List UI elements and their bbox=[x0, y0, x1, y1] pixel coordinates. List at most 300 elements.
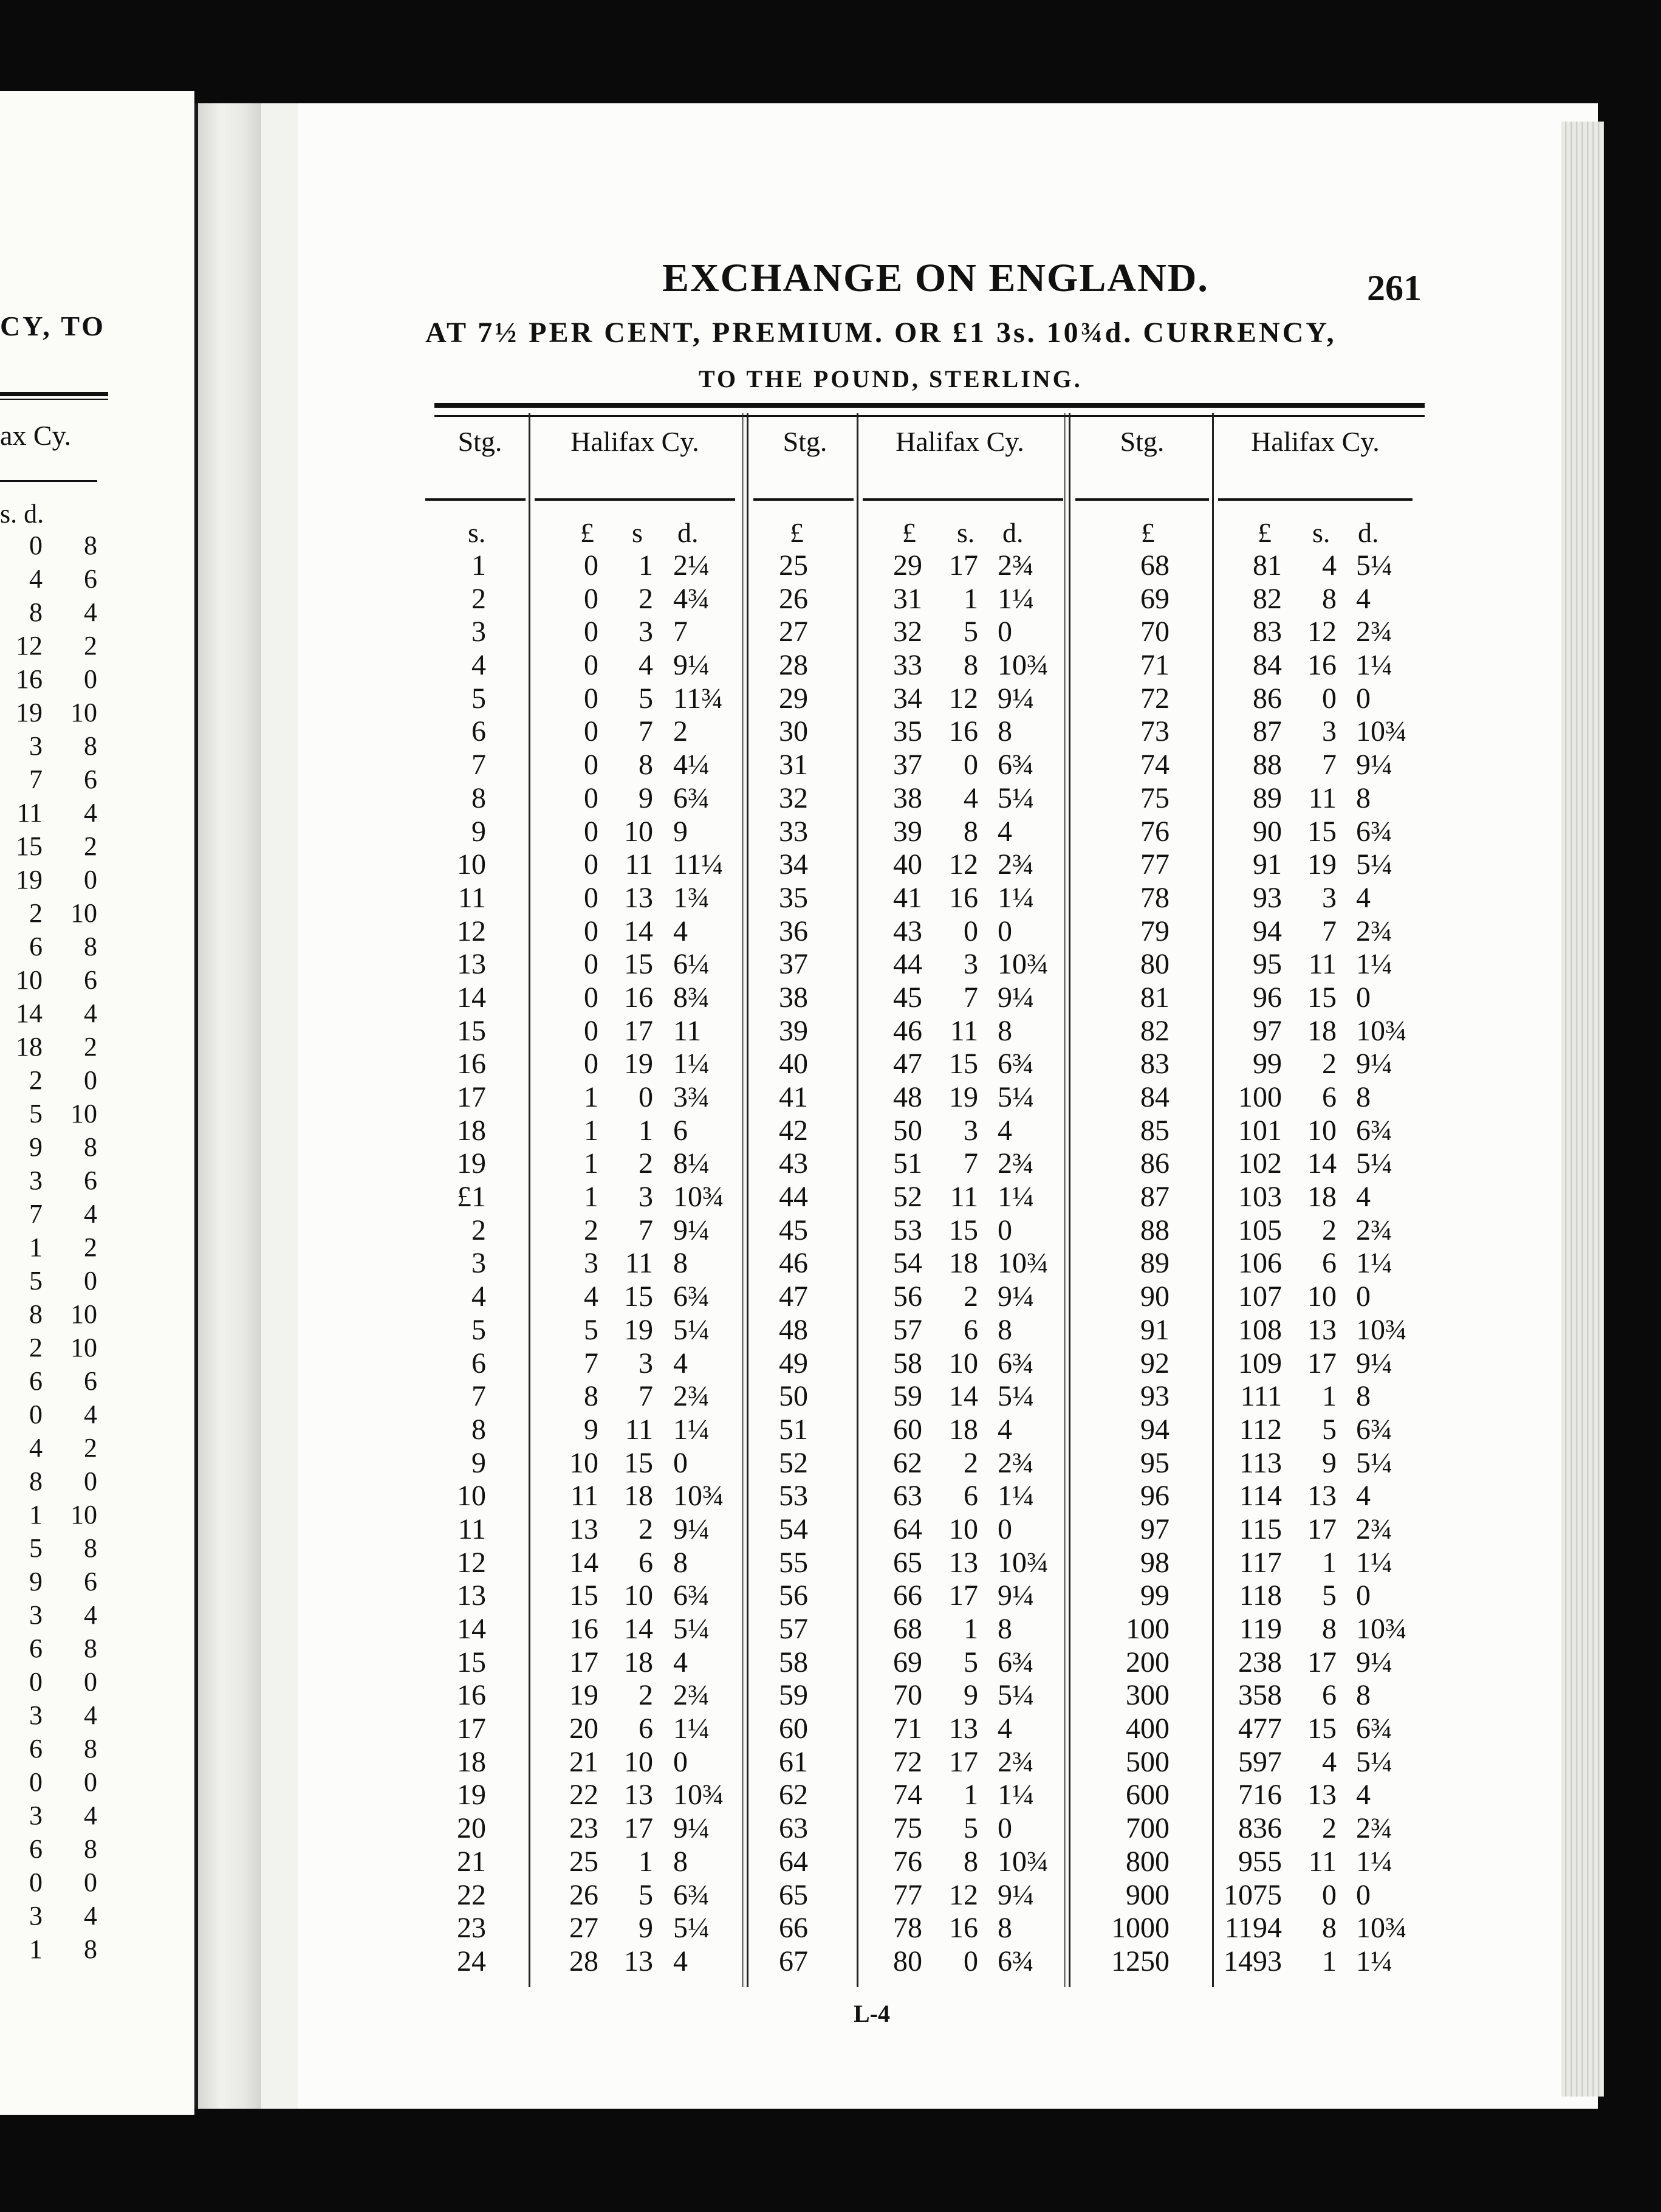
pence-cell: 9¼ bbox=[1356, 1048, 1392, 1080]
facing-page-shillings: 6 bbox=[29, 932, 43, 961]
pounds-cell: 47 bbox=[893, 1048, 922, 1080]
facing-page-shillings: 4 bbox=[29, 564, 43, 594]
facing-page-row bbox=[0, 763, 103, 796]
pence-cell: 0 bbox=[998, 1513, 1012, 1545]
pounds-cell: 1 bbox=[584, 1081, 598, 1113]
pounds-cell: 82 bbox=[1253, 582, 1282, 615]
shillings-cell: 7 bbox=[964, 981, 978, 1014]
pence-cell: 9¼ bbox=[1356, 1347, 1392, 1379]
shillings-cell: 7 bbox=[639, 715, 653, 748]
shillings-cell: 12 bbox=[1307, 616, 1337, 648]
pence-cell: 9¼ bbox=[1356, 749, 1392, 781]
facing-page-pence: 6 bbox=[84, 764, 97, 794]
sterling-cell: 33 bbox=[779, 815, 808, 848]
sterling-cell: 61 bbox=[779, 1745, 808, 1778]
facing-page-row bbox=[0, 1698, 103, 1732]
pence-cell: 9¼ bbox=[998, 1579, 1034, 1612]
pence-cell: 2¾ bbox=[1356, 616, 1392, 648]
shillings-cell: 3 bbox=[639, 1347, 653, 1379]
shillings-cell: 12 bbox=[949, 1878, 978, 1911]
pounds-cell: 1 bbox=[584, 1114, 598, 1147]
pounds-cell: 71 bbox=[893, 1712, 922, 1745]
pence-cell: 10¾ bbox=[673, 1779, 724, 1812]
shillings-cell: 3 bbox=[1322, 881, 1337, 914]
sterling-cell: 8 bbox=[471, 1413, 486, 1446]
pounds-cell: 10 bbox=[569, 1446, 598, 1479]
pounds-cell: 9 bbox=[584, 1413, 598, 1446]
shillings-cell: 3 bbox=[964, 948, 978, 981]
shillings-cell: 0 bbox=[964, 1945, 978, 1977]
shillings-cell: 4 bbox=[1322, 549, 1337, 582]
pounds-cell: 4 bbox=[584, 1280, 598, 1313]
pence-cell: 4 bbox=[673, 1646, 688, 1678]
facing-page-pence: 4 bbox=[84, 1700, 97, 1730]
pounds-cell: 3 bbox=[584, 1247, 598, 1280]
facing-page-pence: 8 bbox=[84, 731, 97, 761]
pounds-cell: 358 bbox=[1238, 1679, 1282, 1712]
sterling-cell: 62 bbox=[779, 1779, 808, 1812]
rate-subtitle: AT 7½ PER CENT, PREMIUM. OR £1 3s. 10¾d. CURRENCY, bbox=[425, 317, 1337, 349]
facing-page-row bbox=[0, 1832, 103, 1866]
pounds-cell: 96 bbox=[1253, 981, 1282, 1014]
pence-cell: 5¼ bbox=[998, 1081, 1034, 1113]
facing-page-row bbox=[0, 1364, 103, 1398]
pence-cell: 4 bbox=[998, 1114, 1012, 1147]
stg-column-header-2: Stg. bbox=[783, 426, 827, 457]
pence-cell: 11¼ bbox=[673, 848, 724, 881]
facing-page-row bbox=[0, 1799, 103, 1832]
facing-page-pence: 8 bbox=[84, 531, 97, 560]
facing-page-column-header: ax Cy. bbox=[0, 420, 72, 451]
facing-page-row bbox=[0, 729, 103, 763]
pence-cell: 10¾ bbox=[673, 1181, 724, 1214]
pence-cell: 8 bbox=[998, 1613, 1012, 1645]
pounds-cell: 74 bbox=[893, 1779, 922, 1812]
facing-page-shillings: 16 bbox=[16, 664, 43, 694]
pence-cell: 3¾ bbox=[673, 1081, 710, 1113]
facing-page-shillings: 18 bbox=[16, 1032, 43, 1062]
facing-page-pence: 4 bbox=[84, 798, 97, 828]
shillings-cell: 15 bbox=[1307, 815, 1337, 848]
facing-page-row bbox=[0, 1531, 103, 1565]
facing-page-pence: 0 bbox=[84, 865, 97, 895]
header-rule bbox=[1075, 498, 1209, 501]
pounds-cell: 95 bbox=[1253, 948, 1282, 981]
pounds-cell: 16 bbox=[569, 1613, 598, 1645]
sterling-cell: 79 bbox=[1140, 915, 1170, 947]
pence-cell: 4 bbox=[998, 1413, 1012, 1446]
pounds-cell: 19 bbox=[569, 1679, 598, 1712]
shillings-cell: 18 bbox=[624, 1646, 653, 1678]
facing-page-shillings: 3 bbox=[29, 731, 43, 761]
shillings-cell: 5 bbox=[964, 616, 978, 648]
pence-cell: 6¾ bbox=[998, 1646, 1034, 1678]
pence-cell: 2¾ bbox=[673, 1380, 710, 1413]
shillings-unit-2: s. bbox=[957, 517, 975, 548]
pence-cell: 1¼ bbox=[673, 1413, 710, 1446]
pence-cell: 9¼ bbox=[998, 981, 1034, 1014]
pounds-cell: 109 bbox=[1238, 1347, 1282, 1379]
sterling-cell: 96 bbox=[1140, 1480, 1170, 1513]
facing-page-row bbox=[0, 1164, 103, 1197]
shillings-cell: 17 bbox=[1307, 1347, 1337, 1379]
facing-page-row bbox=[0, 1264, 103, 1297]
shillings-cell: 2 bbox=[639, 1513, 653, 1545]
pence-cell: 2¾ bbox=[998, 1446, 1034, 1479]
shillings-cell: 1 bbox=[964, 1779, 978, 1812]
shillings-cell: 11 bbox=[1308, 1845, 1337, 1878]
sterling-cell: 23 bbox=[457, 1912, 486, 1945]
pounds-cell: 7 bbox=[584, 1347, 598, 1379]
facing-page-pence: 2 bbox=[84, 631, 97, 661]
page-number: 261 bbox=[1367, 268, 1422, 308]
pence-cell: 10¾ bbox=[1356, 1014, 1407, 1047]
pence-cell: 5¼ bbox=[673, 1613, 710, 1645]
pence-cell: 6¾ bbox=[998, 1347, 1034, 1379]
pounds-cell: 112 bbox=[1239, 1413, 1282, 1446]
sterling-cell: 93 bbox=[1140, 1380, 1170, 1413]
pence-cell: 4 bbox=[673, 1945, 688, 1977]
pounds-cell: 84 bbox=[1253, 649, 1282, 682]
shillings-cell: 2 bbox=[639, 1147, 653, 1180]
sterling-cell: 83 bbox=[1140, 1048, 1170, 1080]
facing-page-pence: 4 bbox=[84, 1901, 97, 1931]
shillings-cell: 15 bbox=[1307, 981, 1337, 1014]
shillings-cell: 11 bbox=[950, 1181, 978, 1214]
sterling-cell: 86 bbox=[1140, 1147, 1170, 1180]
shillings-cell: 19 bbox=[624, 1048, 653, 1080]
facing-page-row bbox=[0, 1097, 103, 1130]
sterling-cell: 90 bbox=[1140, 1280, 1170, 1313]
shillings-cell: 3 bbox=[964, 1114, 978, 1147]
shillings-cell: 6 bbox=[639, 1712, 653, 1745]
facing-page-pence: 10 bbox=[70, 1299, 97, 1329]
shillings-cell: 1 bbox=[1322, 1546, 1337, 1579]
stg-unit-2: £ bbox=[790, 517, 804, 548]
pence-cell: 5¼ bbox=[1356, 1745, 1392, 1778]
shillings-cell: 0 bbox=[964, 749, 978, 781]
pence-cell: 2¾ bbox=[998, 1147, 1034, 1180]
header-rule bbox=[753, 498, 854, 501]
facing-page-shillings: 6 bbox=[29, 1734, 43, 1764]
pence-cell: 1¼ bbox=[998, 881, 1034, 914]
pence-cell: 8 bbox=[998, 1912, 1012, 1945]
shillings-cell: 4 bbox=[1322, 1745, 1337, 1778]
pence-cell: 1¼ bbox=[1356, 1247, 1392, 1280]
pounds-cell: 13 bbox=[569, 1513, 598, 1545]
shillings-cell: 19 bbox=[624, 1313, 653, 1346]
sterling-cell: 19 bbox=[457, 1779, 486, 1812]
sterling-cell: 4 bbox=[471, 1280, 486, 1313]
pence-cell: 2¾ bbox=[1356, 1214, 1392, 1246]
facing-page-fragment bbox=[0, 91, 194, 2115]
pence-cell: 6¾ bbox=[998, 749, 1034, 781]
pence-cell: 10¾ bbox=[1356, 1613, 1407, 1645]
sterling-cell: 41 bbox=[779, 1081, 808, 1113]
shillings-cell: 1 bbox=[639, 1114, 653, 1147]
pounds-cell: 0 bbox=[584, 715, 598, 748]
page-gutter bbox=[261, 103, 298, 2109]
pence-cell: 1¼ bbox=[998, 1779, 1034, 1812]
facing-page-shillings: 8 bbox=[29, 597, 43, 627]
pounds-cell: 76 bbox=[893, 1845, 922, 1878]
sterling-cell: 22 bbox=[457, 1878, 486, 1911]
shillings-unit-1: s bbox=[632, 517, 643, 548]
pence-cell: 4 bbox=[1356, 1480, 1371, 1513]
pounds-cell: 81 bbox=[1253, 549, 1282, 582]
sterling-cell: 18 bbox=[457, 1745, 486, 1778]
pence-cell: 6¾ bbox=[673, 781, 710, 814]
pence-cell: 4 bbox=[1356, 1181, 1371, 1214]
pounds-cell: 40 bbox=[893, 848, 922, 881]
pounds-cell: 114 bbox=[1239, 1480, 1282, 1513]
pence-cell: 4 bbox=[1356, 1779, 1371, 1812]
sterling-cell: 66 bbox=[779, 1912, 808, 1945]
shillings-cell: 2 bbox=[964, 1280, 978, 1313]
shillings-cell: 15 bbox=[949, 1214, 978, 1246]
pounds-cell: 113 bbox=[1239, 1446, 1282, 1479]
pounds-cell: 0 bbox=[584, 848, 598, 881]
facing-page-row bbox=[0, 662, 103, 696]
shillings-cell: 7 bbox=[639, 1214, 653, 1246]
facing-page-shillings: 14 bbox=[16, 998, 43, 1028]
pence-cell: 6¾ bbox=[673, 1280, 710, 1313]
sterling-cell: 700 bbox=[1126, 1812, 1170, 1845]
pence-cell: 0 bbox=[998, 616, 1012, 648]
sterling-cell: 65 bbox=[779, 1878, 808, 1911]
pence-cell: 2¾ bbox=[998, 549, 1034, 582]
sterling-cell: 13 bbox=[457, 1579, 486, 1612]
sterling-cell: 3 bbox=[471, 1247, 486, 1280]
sterling-cell: 94 bbox=[1140, 1413, 1170, 1446]
shillings-cell: 10 bbox=[624, 1579, 653, 1612]
pence-cell: 2¾ bbox=[1356, 1812, 1392, 1845]
facing-page-shillings: 0 bbox=[29, 1400, 43, 1429]
pence-cell: 2¾ bbox=[998, 1745, 1034, 1778]
sterling-cell: 7 bbox=[471, 1380, 486, 1413]
pounds-cell: 78 bbox=[893, 1912, 922, 1945]
facing-page-shillings: 1 bbox=[29, 1500, 43, 1530]
shillings-cell: 17 bbox=[1307, 1513, 1337, 1545]
sterling-cell: 8 bbox=[471, 781, 486, 814]
facing-page-row bbox=[0, 1197, 103, 1231]
pounds-unit-3: £ bbox=[1258, 517, 1272, 548]
sterling-cell: 9 bbox=[471, 1446, 486, 1479]
pounds-cell: 97 bbox=[1253, 1014, 1282, 1047]
pounds-cell: 0 bbox=[584, 649, 598, 682]
pounds-cell: 0 bbox=[584, 1048, 598, 1080]
facing-page-pence: 10 bbox=[70, 898, 97, 928]
double-rule bbox=[434, 403, 1425, 417]
facing-page-shillings: 0 bbox=[29, 531, 43, 560]
sterling-cell: 1 bbox=[471, 549, 486, 582]
facing-page-pence: 6 bbox=[84, 1166, 97, 1195]
sterling-cell: 89 bbox=[1140, 1247, 1170, 1280]
pounds-cell: 0 bbox=[584, 616, 598, 648]
shillings-cell: 9 bbox=[1322, 1446, 1337, 1479]
sterling-cell: 78 bbox=[1140, 881, 1170, 914]
pounds-cell: 0 bbox=[584, 948, 598, 981]
pence-cell: 8 bbox=[1356, 1380, 1371, 1413]
pounds-cell: 39 bbox=[893, 815, 922, 848]
sterling-cell: 13 bbox=[457, 948, 486, 981]
shillings-cell: 14 bbox=[624, 1613, 653, 1645]
pence-cell: 4¾ bbox=[673, 582, 710, 615]
pounds-cell: 11 bbox=[570, 1480, 598, 1513]
pence-cell: 10¾ bbox=[998, 948, 1049, 981]
facing-page-pence: 8 bbox=[84, 1633, 97, 1663]
facing-page-heading: CY, TO bbox=[0, 311, 106, 342]
shillings-cell: 1 bbox=[639, 549, 653, 582]
sterling-cell: 7 bbox=[471, 749, 486, 781]
pence-cell: 1¼ bbox=[1356, 1945, 1392, 1977]
sterling-cell: 49 bbox=[779, 1347, 808, 1379]
pence-cell: 10¾ bbox=[1356, 715, 1407, 748]
shillings-cell: 0 bbox=[964, 915, 978, 947]
pounds-cell: 50 bbox=[893, 1114, 922, 1147]
sterling-cell: 69 bbox=[1140, 582, 1170, 615]
facing-page-row bbox=[0, 1063, 103, 1097]
halifax-column-header-3: Halifax Cy. bbox=[1251, 426, 1380, 457]
stg-unit-3: £ bbox=[1141, 517, 1155, 548]
facing-page-pence: 4 bbox=[84, 998, 97, 1028]
pence-cell: 6¾ bbox=[673, 1579, 710, 1612]
facing-page-rule bbox=[0, 392, 108, 400]
pounds-cell: 83 bbox=[1253, 616, 1282, 648]
pence-cell: 11¾ bbox=[673, 682, 724, 715]
pence-cell: 5¼ bbox=[1356, 1147, 1392, 1180]
sterling-cell: 400 bbox=[1126, 1712, 1170, 1745]
pounds-cell: 1493 bbox=[1224, 1945, 1282, 1977]
facing-page-row bbox=[0, 1331, 103, 1364]
facing-page-shillings: 2 bbox=[29, 898, 43, 928]
pence-cell: 9¼ bbox=[673, 649, 710, 682]
sterling-cell: 50 bbox=[779, 1380, 808, 1413]
pence-unit-1: d. bbox=[677, 517, 699, 548]
sterling-cell: 51 bbox=[779, 1413, 808, 1446]
shillings-cell: 13 bbox=[624, 881, 653, 914]
pounds-cell: 62 bbox=[893, 1446, 922, 1479]
shillings-cell: 1 bbox=[1322, 1945, 1337, 1977]
facing-page-pence: 8 bbox=[84, 1734, 97, 1764]
facing-page-pence: 0 bbox=[84, 1065, 97, 1095]
pence-cell: 5¼ bbox=[1356, 848, 1392, 881]
pence-cell: 1¼ bbox=[998, 582, 1034, 615]
header-rule bbox=[425, 498, 526, 501]
sterling-cell: 97 bbox=[1140, 1513, 1170, 1545]
pence-cell: 10¾ bbox=[998, 1247, 1049, 1280]
shillings-cell: 7 bbox=[1322, 915, 1337, 947]
facing-page-row bbox=[0, 1932, 103, 1966]
pence-cell: 8 bbox=[1356, 1081, 1371, 1113]
sterling-cell: 19 bbox=[457, 1147, 486, 1180]
pence-unit-2: d. bbox=[1002, 517, 1024, 548]
facing-page-row bbox=[0, 997, 103, 1030]
header-rule bbox=[535, 498, 735, 501]
pence-cell: 1¼ bbox=[998, 1181, 1034, 1214]
pounds-cell: 64 bbox=[893, 1513, 922, 1545]
shillings-cell: 18 bbox=[624, 1480, 653, 1513]
sterling-cell: 70 bbox=[1140, 616, 1170, 648]
facing-page-pence: 4 bbox=[84, 1600, 97, 1630]
sterling-cell: 14 bbox=[457, 981, 486, 1014]
facing-page-pence: 2 bbox=[84, 1232, 97, 1262]
pounds-cell: 72 bbox=[893, 1745, 922, 1778]
pence-cell: 6¾ bbox=[1356, 1712, 1392, 1745]
pence-cell: 5¼ bbox=[1356, 549, 1392, 582]
facing-page-row bbox=[0, 1765, 103, 1799]
shillings-cell: 11 bbox=[1308, 948, 1337, 981]
facing-page-row bbox=[0, 1598, 103, 1632]
sterling-cell: 64 bbox=[779, 1845, 808, 1878]
facing-page-pence: 8 bbox=[84, 1132, 97, 1162]
sterling-cell: 88 bbox=[1140, 1214, 1170, 1246]
pounds-cell: 106 bbox=[1238, 1247, 1282, 1280]
sterling-cell: 60 bbox=[779, 1712, 808, 1745]
shillings-cell: 1 bbox=[1322, 1380, 1337, 1413]
pounds-cell: 63 bbox=[893, 1480, 922, 1513]
facing-page-row bbox=[0, 1465, 103, 1498]
facing-page-shillings: 8 bbox=[29, 1299, 43, 1329]
pence-cell: 4 bbox=[1356, 582, 1371, 615]
shillings-cell: 7 bbox=[1322, 749, 1337, 781]
facing-page-shillings: 10 bbox=[16, 965, 43, 995]
pounds-cell: 28 bbox=[569, 1945, 598, 1977]
facing-page-shillings: 15 bbox=[16, 831, 43, 861]
facing-page-pence: 2 bbox=[84, 1032, 97, 1062]
pence-cell: 8 bbox=[673, 1845, 688, 1878]
facing-page-pence: 8 bbox=[84, 1834, 97, 1864]
shillings-cell: 16 bbox=[1307, 649, 1337, 682]
facing-page-unit-row: s. d. bbox=[0, 499, 44, 529]
pounds-cell: 91 bbox=[1253, 848, 1282, 881]
facing-page-shillings: 19 bbox=[16, 865, 43, 895]
shillings-cell: 6 bbox=[964, 1480, 978, 1513]
pounds-cell: 44 bbox=[893, 948, 922, 981]
shillings-cell: 15 bbox=[1307, 1712, 1337, 1745]
sterling-cell: 72 bbox=[1140, 682, 1170, 715]
sterling-cell: 21 bbox=[457, 1845, 486, 1878]
pounds-cell: 2 bbox=[584, 1214, 598, 1246]
pounds-cell: 0 bbox=[584, 915, 598, 947]
facing-page-shillings: 5 bbox=[29, 1533, 43, 1563]
shillings-cell: 5 bbox=[964, 1812, 978, 1845]
sterling-cell: 34 bbox=[779, 848, 808, 881]
shillings-unit-3: s. bbox=[1312, 517, 1331, 548]
pence-cell: 6¾ bbox=[998, 1048, 1034, 1080]
pounds-cell: 8 bbox=[584, 1380, 598, 1413]
facing-page-pence: 0 bbox=[84, 1867, 97, 1897]
rate-subtitle-line2: TO THE POUND, STERLING. bbox=[699, 365, 1083, 393]
pounds-cell: 0 bbox=[584, 682, 598, 715]
shillings-cell: 14 bbox=[949, 1380, 978, 1413]
pence-cell: 0 bbox=[673, 1745, 688, 1778]
facing-page-pence: 4 bbox=[84, 1199, 97, 1229]
facing-page-pence: 10 bbox=[70, 1099, 97, 1128]
sterling-cell: 52 bbox=[779, 1446, 808, 1479]
facing-page-pence: 10 bbox=[70, 698, 97, 727]
pounds-cell: 477 bbox=[1238, 1712, 1282, 1745]
sterling-cell: 59 bbox=[779, 1679, 808, 1712]
pounds-cell: 58 bbox=[893, 1347, 922, 1379]
facing-page-row bbox=[0, 930, 103, 963]
pounds-unit-1: £ bbox=[580, 517, 594, 548]
facing-page-row bbox=[0, 1398, 103, 1431]
pounds-cell: 955 bbox=[1238, 1845, 1282, 1878]
halifax-column-header-2: Halifax Cy. bbox=[896, 426, 1024, 457]
pounds-cell: 1 bbox=[584, 1181, 598, 1214]
shillings-cell: 6 bbox=[1322, 1679, 1337, 1712]
